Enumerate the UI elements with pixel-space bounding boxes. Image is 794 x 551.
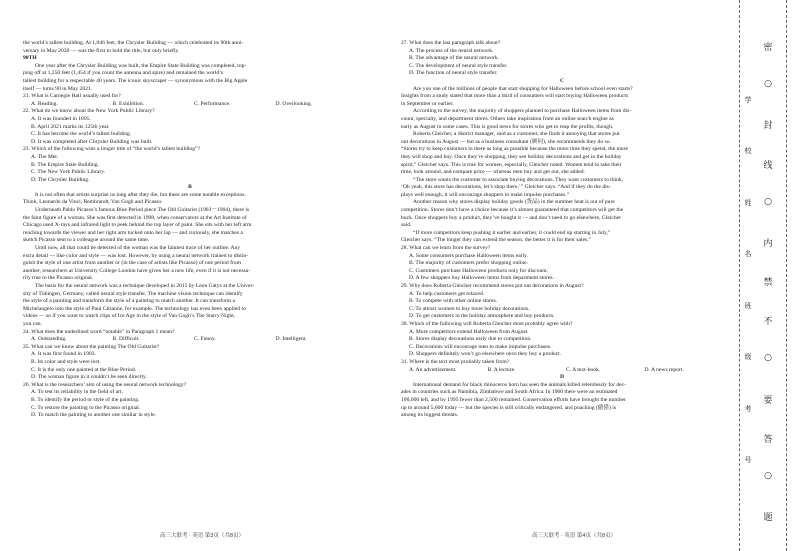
- text-line: C. Customers purchase Halloween products only for discount.: [409, 267, 549, 274]
- text-line: Are you one of the millions of people that start shopping for Halloween before school even starts?: [413, 85, 633, 92]
- text-line: itself — turns 90 in May 2021.: [23, 85, 93, 92]
- text-line: B. To compete with other online stores.: [409, 298, 498, 305]
- text-line: C. To restore the painting to the Picasso original.: [31, 404, 141, 411]
- option-row: [23, 336, 357, 344]
- text-line: B. Stores display decorations early due to competition.: [409, 336, 532, 343]
- seal-field-char: 名: [744, 250, 752, 259]
- text-line: 28. What can we learn from the survey?: [401, 245, 491, 252]
- option: A. An advertisement.: [409, 366, 457, 373]
- text-line: A. It was first found in 1903.: [31, 351, 96, 358]
- text-line: 27. What does the last paragraph talk about?: [401, 40, 501, 46]
- text-line: 23. Which of the following wins a longer title of “the world’s tallest building”?: [23, 146, 200, 153]
- text-line: A. Some consumers purchase Halloween items early.: [409, 252, 528, 259]
- text-line: According to the survey, the majority of shoppers planned to purchase Halloween items from dis-: [413, 108, 632, 115]
- text-line: B: [188, 184, 192, 191]
- text-line: It is not often that artists surprise us long after they die, but there are some notable exceptions.: [35, 191, 246, 198]
- text-line: Michelangelo into the style of Paul Cézanne, for example. The technology has even been applied to: [23, 305, 246, 312]
- seal-field-char: 班: [744, 301, 752, 310]
- text-line: C. It is the only one painted at the Blue Period.: [31, 366, 137, 373]
- text-line: D. To match the painting to another one similar in style.: [31, 412, 157, 419]
- option: B. Exhibition.: [112, 100, 145, 107]
- text-line: said.: [401, 222, 412, 229]
- option: A. Outstanding.: [31, 336, 67, 343]
- text-line: out decorations in August — but as a business consultant (顾问), she recommends they do so.: [401, 138, 611, 145]
- text-line: 31. Where is the text most probably taken from?: [401, 358, 510, 365]
- seal-field-char: 姓: [744, 198, 752, 207]
- option: D. Overlooking.: [275, 100, 313, 107]
- seal-char: 要: [763, 395, 773, 406]
- text-line: Gleicher says. “The longer they can extend the season, the better it is for their sales.”: [401, 237, 592, 244]
- text-line: reaching towards the viewer and her right arm tucked onto her lap — and curiously, she matches a: [23, 229, 243, 236]
- text-line: D. It was completed after Chrysler Building was built.: [31, 138, 153, 145]
- seal-char: 不: [763, 317, 773, 328]
- page-footer-right: 高三大联考 · 英语 第4页（共8页）: [532, 533, 617, 539]
- text-line: 30. Which of the following will Roberta Gleicher most probably agree with?: [401, 320, 573, 327]
- text-line: early as August in some cases. This is good news for stores who get to reap the profits, though.: [401, 123, 614, 130]
- text-line: 22. What do we know about the New York Public Library?: [23, 108, 155, 115]
- text-line: A. To test its reliability in the field of art.: [31, 389, 123, 396]
- text-line: C. It has become the world’s tallest building.: [31, 131, 132, 138]
- text-line: “The store wants the customer to associate buying decorations. They want customers to think,: [413, 176, 624, 183]
- option-row: [23, 101, 357, 109]
- text-line: B. April 2021 marks its 125th year.: [31, 123, 110, 130]
- text-line: Insights from a study stated that more than a third of consumers will start buying Halloween products: [401, 93, 629, 100]
- right-column: [401, 40, 723, 420]
- text-line: Chicago used X-rays and infrared light to peek behind the top layer of paint. She sits with her left arm: [23, 222, 252, 229]
- text-line: they will shop and buy. Once they’re shopping, they see holiday decorations and get in the holiday: [401, 153, 622, 160]
- text-line: you can.: [23, 320, 42, 327]
- text-line: 24. What does the underlined word “notable” in Paragraph 1 mean?: [23, 328, 175, 335]
- option: C. Performance.: [194, 100, 231, 107]
- text-line: B. The Empire State Building.: [31, 161, 99, 168]
- text-line: One year after the Chrysler Building was built, the Empire State Building was completed, top-: [35, 62, 247, 69]
- text-line: A. To help customers get relaxed.: [409, 290, 485, 297]
- text-line: B. To identify the period or style of the painting.: [31, 396, 140, 403]
- option-row: [401, 367, 723, 375]
- text-line: sity of Tübingen, Germany, called neural style transfer. The machine vision technique can identify: [23, 290, 243, 297]
- text-line: 25. What can we know about the painting The Old Guitarist?: [23, 343, 160, 350]
- seal-field-char: 号: [744, 456, 752, 464]
- text-line: ping off at 1,250 feet (1,454 if you count the antenna and spire) and remained the world’s: [23, 70, 223, 77]
- text-line: plays well enough, it will encourage shoppers to make impulse purchases.”: [401, 191, 570, 198]
- text-line: D. To get customers in the holiday atmosphere and buy products.: [409, 313, 555, 320]
- text-line: “Stores try to keep customers in there as long as possible because the more time they spend, the more: [401, 146, 628, 153]
- seal-char: 线: [763, 160, 773, 171]
- text-line: ades in countries such as Namibia, Zimbabwe and South Africa. In 1960 there were an estimated: [401, 389, 618, 396]
- text-line: C. The development of neural style transfer.: [409, 62, 508, 69]
- option: D. Intelligent.: [275, 336, 307, 343]
- text-line: spirit,” Gleicher says. This is true for women, especially, Gleicher noted. Women tend to take their: [401, 161, 622, 168]
- seal-char: 内: [763, 238, 773, 249]
- text-line: 29. Why does Roberta Gleicher recommend stores put out decorations in August?: [401, 283, 584, 289]
- seal-char: ○: [764, 196, 772, 207]
- seal-margin: [733, 0, 794, 551]
- seal-char: 封: [763, 121, 773, 132]
- text-line: Think, Leonardo da Vinci, Rembrandt, Van Gogh and Picasso.: [23, 199, 163, 206]
- text-line: count, specialty, and department stores. Others take inspiration from an online search engine as: [401, 115, 614, 122]
- text-line: rily true to the Picasso original.: [23, 275, 94, 282]
- text-line: International demand for black rhinoceros horn has seen the animals killed relentlessly for dec-: [413, 381, 626, 388]
- seal-char: 答: [763, 434, 773, 445]
- seal-char: ○: [764, 79, 772, 90]
- seal-char: ○: [764, 353, 772, 364]
- seal-field-char: 考: [744, 404, 752, 413]
- text-line: D. Shoppers definitely won’t go elsewhere once they buy a product.: [409, 351, 562, 358]
- text-line: the world’s tallest building. At 1,046 feet, the Chrysler Building — which celebrated its 90th anni-: [23, 40, 244, 46]
- text-line: the style of a painting and transform the style of a painting to match another. It can transform a: [23, 298, 236, 305]
- text-line: versary in May 2020 — was the first to hold the title, but only briefly.: [23, 47, 180, 54]
- text-line: A. It was founded in 1895.: [31, 115, 91, 122]
- text-line: C. The New York Public Library.: [31, 169, 106, 176]
- text-line: Another reason why stores display holiday goods (货品) in the summer heat is out of pure: [413, 199, 615, 206]
- option: B. A lecture.: [487, 366, 516, 373]
- text-line: Roberta Gleicher, a district manager, said as a customer, she finds it annoying that stores put: [413, 131, 620, 138]
- text-line: A. The Met.: [31, 153, 59, 160]
- text-line: B. The majority of customers prefer shopping online.: [409, 260, 529, 267]
- text-line: D. The function of neural style transfer.: [409, 70, 498, 77]
- text-line: sketch Picasso sent to a colleague around the same time.: [23, 237, 150, 244]
- seal-line-inner: [786, 0, 787, 551]
- text-line: tallest building for a respectable 40 years. The iconic skyscraper — synonymous with the Big Apple: [23, 77, 248, 84]
- text-line: C. To attract women to buy more holiday decorations.: [409, 305, 530, 312]
- text-line: B. The advantage of the neural network.: [409, 55, 499, 62]
- text-line: D: [559, 374, 565, 381]
- option: C. A text-book.: [566, 366, 601, 373]
- text-line: A. The process of the neural network.: [409, 47, 494, 54]
- text-line: D. The Chrysler Building.: [31, 176, 90, 183]
- text-line: 21. What is Carnegie Hall usually used for?: [23, 93, 121, 100]
- text-line: up to around 5,600 today — but the species is still critically endangered, and poaching (偷猎) is: [401, 404, 616, 411]
- seal-field-char: 校: [744, 147, 752, 156]
- text-line: the faint figure of a woman. She was first detected in 1998, when conservators at the Art Institute of: [23, 214, 247, 221]
- text-line: in September or earlier.: [401, 100, 454, 107]
- text-line: Until now, all that could be detected of the woman was the faintest trace of her outline. Any: [35, 245, 241, 252]
- text-line: extra detail — like color and style — was lost. However, by using a neural network trained to distin-: [23, 252, 249, 259]
- text-line: D. The woman figure in it couldn’t be seen directly.: [31, 374, 147, 381]
- seal-field-char: 级: [744, 353, 752, 362]
- text-line: buck. Once shoppers buy a product, they’ve bought it — and don’t need to go elsewhere, Gleicher: [401, 214, 622, 221]
- option: C. Funny.: [194, 336, 216, 343]
- text-line: C: [559, 77, 565, 84]
- text-line: A. More competitors extend Halloween from August.: [409, 328, 529, 335]
- text-line: 26. What is the researchers’ aim of using the neural network technology?: [23, 381, 187, 388]
- text-line: B. Its color and style were lost.: [31, 358, 101, 365]
- text-line: another, researchers at University College London have given her a new life, even if it is not necessa-: [23, 267, 251, 274]
- text-line: “If more competitors keep pushing it earlier and earlier, it could end up starting in July,”: [413, 229, 611, 236]
- text-line: The basis for the neural network was a technique developed in 2015 by Leon Gatys at the Univer-: [35, 283, 255, 289]
- text-line: ‘Oh yeah, this store has decorations, let’s shop there,’” Gleicher says. “And if they do the dis-: [401, 184, 611, 191]
- text-line: videos — so if you want to watch clips of Ice Age in the style of Van Gogh’s The Starry Night,: [23, 313, 236, 320]
- text-line: D. A few shoppers buy Halloween items from department stores.: [409, 275, 554, 282]
- option: B. Difficult.: [112, 336, 140, 343]
- seal-char: 题: [763, 513, 773, 523]
- text-line: competition. Stores don’t have a choice because it’s almost guaranteed that competitors will get the: [401, 207, 624, 214]
- text-line: C. Decorations will encourage men to make impulse purchases.: [409, 343, 552, 350]
- seal-line-outer: [739, 0, 740, 551]
- text-line: time, look around, and compare price — whereas men buy and get out, she added.: [401, 169, 585, 176]
- text-line: guish the style of one artist from another or (in the case of artists like Picasso) of one period from: [23, 260, 241, 267]
- seal-char: 密: [763, 43, 773, 53]
- text-line: Underneath Pablo Picasso’s famous Blue Period piece The Old Guitarist (1903－1904), there is: [35, 207, 250, 214]
- seal-field-char: 学: [744, 96, 752, 104]
- option: A. Reading.: [31, 100, 58, 107]
- text-line: 100,000 left, and by 1995 fewer than 2,500 remained. Conservation efforts have brought the number: [401, 396, 626, 403]
- seal-char: ○: [764, 470, 772, 481]
- text-line: among its biggest threats.: [401, 412, 459, 419]
- left-column: [23, 40, 357, 420]
- text-line: 90TH: [23, 55, 37, 62]
- seal-char: 禁: [763, 278, 773, 288]
- option: D. A news report.: [644, 366, 684, 373]
- page-footer-left: 高三大联考 · 英语 第3页（共8页）: [160, 533, 245, 539]
